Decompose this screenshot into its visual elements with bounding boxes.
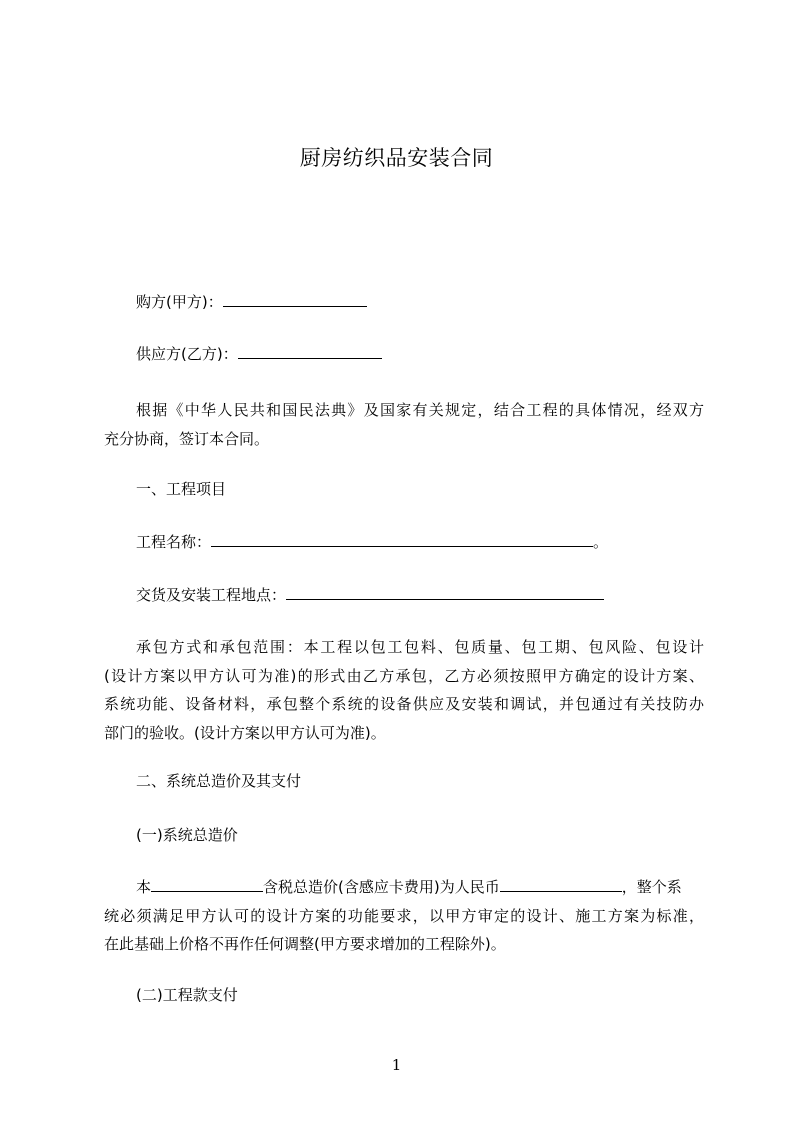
amount-blank [500, 877, 622, 892]
intro-line-1: 根据《中华人民共和国民法典》及国家有关规定，结合工程的具体情况，经双方 [136, 401, 704, 419]
scope-line-1: 承包方式和承包范围：本工程以包工包料、包质量、包工期、包风险、包设计 [136, 638, 704, 656]
price-paragraph [104, 873, 704, 959]
project-name-line [136, 532, 608, 552]
price-line-2: 统必须满足甲方认可的设计方案的功能要求，以甲方审定的设计、施工方案为标准， [104, 906, 704, 925]
project-name-label: 工程名称： [136, 533, 212, 551]
document-title: 厨房纺织品安装合同 [299, 146, 494, 170]
buyer-line [136, 292, 367, 312]
sub-2-heading: (二)工程款支付 [136, 986, 238, 1004]
scope-paragraph [104, 633, 704, 747]
price-suffix: ，整个系 [621, 878, 682, 896]
buyer-blank [223, 292, 367, 307]
project-name-blank [211, 532, 593, 547]
price-prefix: 本 [136, 878, 152, 896]
seller-blank [238, 344, 382, 359]
scope-line-2: (设计方案以甲方认可为准)的形式由乙方承包，乙方必须按照甲方确定的设计方案、 [104, 666, 704, 685]
price-line-1 [104, 873, 704, 902]
price-middle: 含税总造价(含感应卡费用)为人民币 [263, 878, 500, 896]
intro-paragraph [104, 396, 704, 453]
section-2-heading: 二、系统总造价及其支付 [136, 772, 302, 790]
page-number: 1 [391, 1056, 402, 1074]
scope-line-3: 系统功能、设备材料，承包整个系统的设备供应及安装和调试，并包通过有关技防办 [104, 695, 704, 713]
location-line [136, 585, 604, 605]
project-blank [151, 877, 263, 892]
location-label: 交货及安装工程地点： [136, 586, 287, 604]
seller-label: 供应方(乙方)： [136, 345, 238, 363]
price-line-3: 在此基础上价格不再作任何调整(甲方要求增加的工程除外)。 [104, 935, 506, 953]
project-name-end: 。 [593, 533, 609, 551]
section-1-heading: 一、工程项目 [136, 480, 227, 498]
buyer-label: 购方(甲方)： [136, 293, 223, 311]
seller-line [136, 344, 382, 364]
intro-line-2: 充分协商，签订本合同。 [104, 429, 270, 448]
scope-line-4: 部门的验收。(设计方案以甲方认可为准)。 [104, 723, 386, 742]
sub-1-heading: (一)系统总造价 [136, 826, 238, 844]
location-blank [286, 585, 604, 600]
